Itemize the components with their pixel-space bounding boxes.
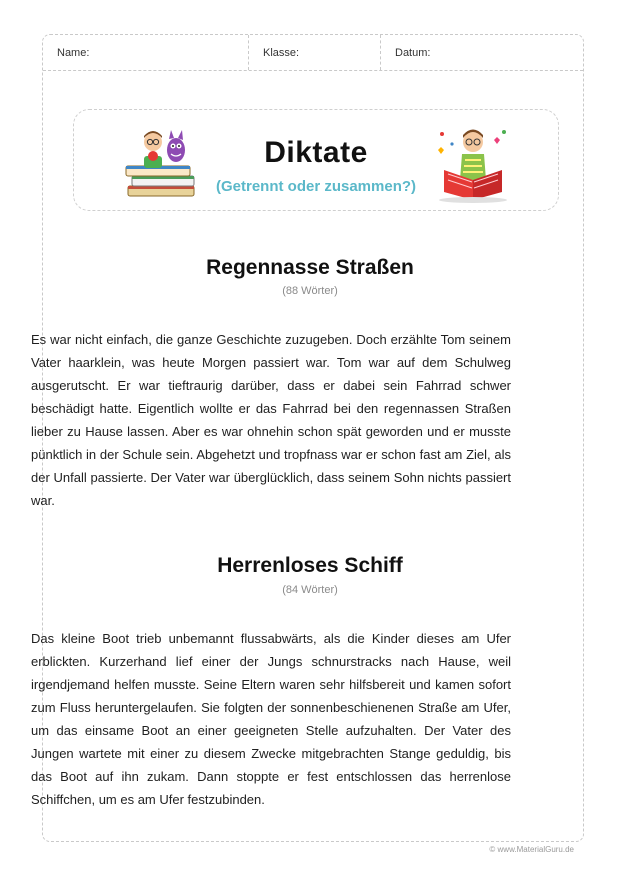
name-label: Name: <box>57 47 90 59</box>
story-title: Herrenloses Schiff <box>217 554 403 577</box>
copyright-notice: © www.MaterialGuru.de <box>489 845 574 854</box>
child-reading-book-illustration <box>430 124 516 204</box>
class-field[interactable] <box>249 35 381 70</box>
date-label: Datum: <box>395 47 431 59</box>
header-fields <box>43 35 583 71</box>
worksheet-title: Diktate <box>264 136 368 169</box>
story-word-count: (88 Wörter) <box>282 285 338 297</box>
story-title: Regennasse Straßen <box>206 256 414 279</box>
story-text: Es war nicht einfach, die ganze Geschichte zuzugeben. Doch erzählte Tom seinem Vater haarklein, was heute Morgen passiert war. Tom war auf dem Schulweg ausgerutscht. Er war tieftraurig darüber, dass er dabei sein Fahrrad schwer beschädigt hatte. Eigentlich wollte er das Fahrrad bei den regennassen Straßen lieber zu Hause lassen. Aber es war ohnehin schon spät geworden und er musste pünktlich in der Schule sein. Abgehetzt und tropfnass war er schon fast am Ziel, als der Unfall passierte. Der Vater war überglücklich, dass seinem Sohn nichts passiert war. <box>31 332 511 508</box>
worksheet-subtitle: (Getrennt oder zusammen?) <box>215 178 417 195</box>
story-word-count: (84 Wörter) <box>282 584 338 596</box>
class-label: Klasse: <box>263 47 300 59</box>
story-text: Das kleine Boot trieb unbemannt flussabwärts, als die Kinder dieses am Ufer erblickten. Kurzerhand lief einer der Jungs schnurstracks nach Hause, weil irgendjemand helfen musste. Seine Eltern waren sehr hilfsbereit und kamen sofort zum Fluss heruntergelaufen. Sie folgten der sonnenbeschienenen Straße am Ufer, um das einsame Boot an einer geeigneten Stelle aufzuhalten. Der Vater des Jungen wartete mit einer zu diesem Zwecke mitgebrachten Stange geduldig, bis das Boot auf ihn zukam. Dann stoppte er fest entschlossen das herrenlose Schiffchen, um es am Ufer festzubinden. <box>31 631 511 807</box>
title-banner <box>73 109 559 211</box>
date-field[interactable] <box>381 35 583 70</box>
name-field[interactable] <box>43 35 249 70</box>
